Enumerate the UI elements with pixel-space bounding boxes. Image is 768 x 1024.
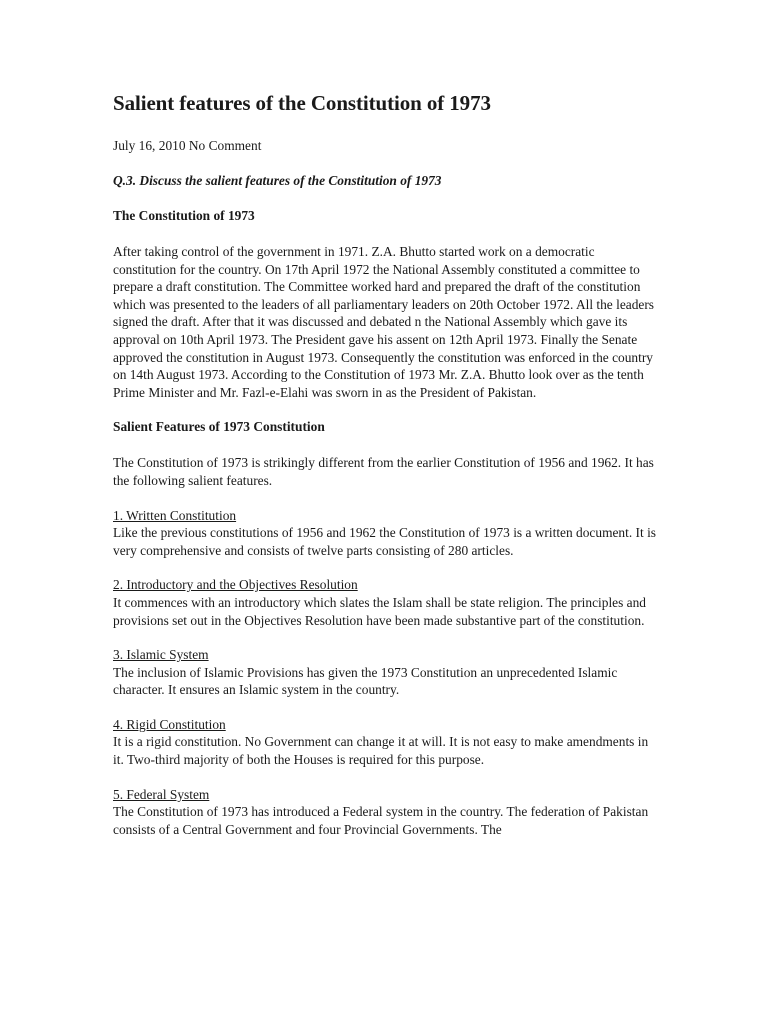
document-page — [113, 88, 658, 838]
section-body-constitution: After taking control of the government in 1971. Z.A. Bhutto started work on a democratic constitution for the country. On 17th April 1972 the National Assembly constituted a committee to prepare a draft constitution. The Committee worked hard and prepared the draft of the constitution which was presented to the leaders of all parliamentary leaders on 20th October 1972. All the leaders signed the draft. After that it was discussed and debated n the National Assembly which gave its approval on 10th April 1973. The President gave his assent on 12th April 1973. Finally the Senate approved the constitution in August 1973. Consequently the constitution was enforced in the country on 14th August 1973. According to the Constitution of 1973 Mr. Z.A. Bhutto look over as the tenth Prime Minister and Mr. Fazl-e-Elahi was sworn in as the President of Pakistan. — [113, 244, 655, 400]
feature-heading: 2. Introductory and the Objectives Resolution — [113, 577, 358, 593]
feature-item — [113, 576, 658, 629]
feature-item — [113, 716, 658, 769]
section-heading-constitution: The Constitution of 1973 — [113, 208, 255, 223]
section-heading-salient-features: Salient Features of 1973 Constitution — [113, 419, 325, 435]
feature-body: It commences with an introductory which slates the Islam shall be state religion. The principles and provisions set out in the Objectives Resolution have been made substantive part of the constitution. — [113, 594, 647, 628]
post-meta: July 16, 2010 No Comment — [113, 138, 262, 153]
feature-body: Like the previous constitutions of 1956 and 1962 the Constitution of 1973 is a written document. It is very comprehensive and consists of twelve parts consisting of 280 articles. — [113, 525, 657, 558]
question-heading: Q.3. Discuss the salient features of the Constitution of 1973 — [113, 173, 442, 188]
section-intro-salient-features: The Constitution of 1973 is strikingly different from the earlier Constitution of 1956 and 1962. It has the following salient features. — [113, 455, 654, 488]
feature-item — [113, 507, 658, 560]
feature-heading: 3. Islamic System — [113, 647, 209, 663]
page-title: Salient features of the Constitution of 1973 — [113, 91, 491, 115]
feature-heading: 5. Federal System — [113, 786, 210, 802]
feature-heading: 4. Rigid Constitution — [113, 716, 226, 732]
feature-body: It is a rigid constitution. No Government can change it at will. It is not easy to make amendments in it. Two-third majority of both the Houses is required for this purpose. — [113, 734, 649, 768]
feature-body: The Constitution of 1973 has introduced a Federal system in the country. The federation of Pakistan consists of a Central Government and four Provincial Governments. The — [113, 804, 649, 837]
feature-heading: 1. Written Constitution — [113, 507, 237, 523]
feature-body: The inclusion of Islamic Provisions has given the 1973 Constitution an unprecedented Islamic character. It ensures an Islamic system in the country. — [113, 664, 618, 698]
feature-item — [113, 786, 658, 839]
feature-item — [113, 646, 658, 699]
